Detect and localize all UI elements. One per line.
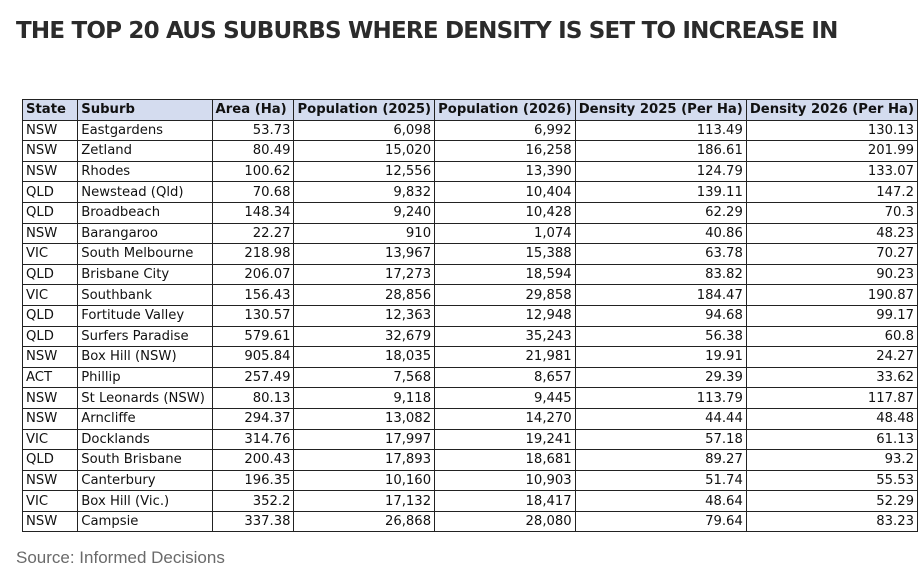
table-row	[23, 202, 918, 223]
cell-state: QLD	[23, 305, 78, 326]
cell-population-2026: 18,417	[435, 491, 576, 512]
cell-suburb: Newstead (Qld)	[78, 182, 212, 203]
table-row	[23, 326, 918, 347]
cell-population-2026: 10,903	[435, 470, 576, 491]
cell-state: QLD	[23, 450, 78, 471]
cell-population-2026: 6,992	[435, 120, 576, 141]
table-row	[23, 388, 918, 409]
cell-area: 148.34	[212, 202, 294, 223]
cell-density-2025: 94.68	[575, 305, 746, 326]
cell-state: NSW	[23, 120, 78, 141]
cell-population-2026: 14,270	[435, 408, 576, 429]
cell-density-2026: 201.99	[746, 141, 917, 162]
table-row	[23, 511, 918, 532]
cell-suburb: Box Hill (Vic.)	[78, 491, 212, 512]
cell-suburb: Arncliffe	[78, 408, 212, 429]
page-title: THE TOP 20 AUS SUBURBS WHERE DENSITY IS SET TO INCREASE IN	[16, 18, 838, 44]
table-row	[23, 120, 918, 141]
cell-population-2025: 17,893	[294, 450, 435, 471]
cell-population-2026: 16,258	[435, 141, 576, 162]
cell-density-2025: 51.74	[575, 470, 746, 491]
table-row	[23, 367, 918, 388]
cell-density-2025: 48.64	[575, 491, 746, 512]
cell-population-2026: 9,445	[435, 388, 576, 409]
cell-density-2026: 99.17	[746, 305, 917, 326]
cell-population-2026: 1,074	[435, 223, 576, 244]
cell-state: NSW	[23, 470, 78, 491]
cell-population-2026: 13,390	[435, 161, 576, 182]
cell-area: 200.43	[212, 450, 294, 471]
cell-density-2025: 62.29	[575, 202, 746, 223]
cell-suburb: Canterbury	[78, 470, 212, 491]
cell-area: 337.38	[212, 511, 294, 532]
cell-area: 579.61	[212, 326, 294, 347]
cell-density-2026: 55.53	[746, 470, 917, 491]
cell-area: 80.13	[212, 388, 294, 409]
cell-population-2025: 10,160	[294, 470, 435, 491]
cell-suburb: South Melbourne	[78, 244, 212, 265]
cell-density-2025: 184.47	[575, 285, 746, 306]
cell-density-2025: 63.78	[575, 244, 746, 265]
table-body	[23, 120, 918, 532]
cell-suburb: Southbank	[78, 285, 212, 306]
cell-population-2026: 12,948	[435, 305, 576, 326]
cell-population-2025: 28,856	[294, 285, 435, 306]
cell-state: NSW	[23, 388, 78, 409]
cell-density-2026: 61.13	[746, 429, 917, 450]
cell-density-2026: 70.3	[746, 202, 917, 223]
cell-population-2025: 17,132	[294, 491, 435, 512]
cell-population-2026: 8,657	[435, 367, 576, 388]
cell-population-2025: 17,997	[294, 429, 435, 450]
cell-density-2025: 83.82	[575, 264, 746, 285]
cell-density-2025: 56.38	[575, 326, 746, 347]
cell-suburb: Surfers Paradise	[78, 326, 212, 347]
cell-density-2025: 19.91	[575, 347, 746, 368]
cell-state: NSW	[23, 347, 78, 368]
cell-state: VIC	[23, 285, 78, 306]
density-table	[22, 99, 918, 532]
cell-area: 156.43	[212, 285, 294, 306]
cell-area: 206.07	[212, 264, 294, 285]
table-row	[23, 305, 918, 326]
cell-suburb: Zetland	[78, 141, 212, 162]
cell-state: NSW	[23, 161, 78, 182]
cell-density-2025: 40.86	[575, 223, 746, 244]
cell-suburb: Rhodes	[78, 161, 212, 182]
cell-suburb: Fortitude Valley	[78, 305, 212, 326]
source-caption: Source: Informed Decisions	[16, 548, 225, 567]
cell-state: ACT	[23, 367, 78, 388]
cell-density-2026: 83.23	[746, 511, 917, 532]
cell-population-2025: 9,832	[294, 182, 435, 203]
cell-density-2026: 48.23	[746, 223, 917, 244]
cell-area: 218.98	[212, 244, 294, 265]
header-density-2026: Density 2026 (Per Ha)	[746, 100, 917, 121]
table-row	[23, 264, 918, 285]
cell-population-2025: 12,363	[294, 305, 435, 326]
cell-suburb: Box Hill (NSW)	[78, 347, 212, 368]
cell-population-2026: 18,594	[435, 264, 576, 285]
cell-density-2025: 29.39	[575, 367, 746, 388]
cell-population-2026: 29,858	[435, 285, 576, 306]
header-state: State	[23, 100, 78, 121]
cell-suburb: Docklands	[78, 429, 212, 450]
cell-area: 294.37	[212, 408, 294, 429]
cell-area: 80.49	[212, 141, 294, 162]
cell-suburb: South Brisbane	[78, 450, 212, 471]
table-row	[23, 450, 918, 471]
cell-population-2026: 15,388	[435, 244, 576, 265]
cell-population-2025: 13,082	[294, 408, 435, 429]
cell-density-2026: 117.87	[746, 388, 917, 409]
table-row	[23, 161, 918, 182]
cell-population-2026: 10,404	[435, 182, 576, 203]
cell-population-2025: 6,098	[294, 120, 435, 141]
cell-population-2026: 10,428	[435, 202, 576, 223]
table-header-row	[23, 100, 918, 121]
cell-density-2026: 52.29	[746, 491, 917, 512]
cell-suburb: Campsie	[78, 511, 212, 532]
cell-density-2026: 24.27	[746, 347, 917, 368]
cell-state: QLD	[23, 264, 78, 285]
table-row	[23, 491, 918, 512]
cell-population-2025: 12,556	[294, 161, 435, 182]
cell-population-2025: 26,868	[294, 511, 435, 532]
cell-population-2025: 9,240	[294, 202, 435, 223]
table-row	[23, 347, 918, 368]
table-row	[23, 182, 918, 203]
cell-density-2025: 124.79	[575, 161, 746, 182]
cell-suburb: Barangaroo	[78, 223, 212, 244]
cell-state: VIC	[23, 429, 78, 450]
cell-density-2026: 48.48	[746, 408, 917, 429]
cell-density-2025: 186.61	[575, 141, 746, 162]
cell-area: 314.76	[212, 429, 294, 450]
cell-state: VIC	[23, 491, 78, 512]
header-area: Area (Ha)	[212, 100, 294, 121]
cell-population-2025: 18,035	[294, 347, 435, 368]
cell-density-2025: 57.18	[575, 429, 746, 450]
cell-density-2026: 130.13	[746, 120, 917, 141]
cell-area: 352.2	[212, 491, 294, 512]
cell-area: 130.57	[212, 305, 294, 326]
cell-density-2026: 93.2	[746, 450, 917, 471]
cell-density-2025: 89.27	[575, 450, 746, 471]
cell-population-2025: 32,679	[294, 326, 435, 347]
cell-density-2026: 190.87	[746, 285, 917, 306]
cell-area: 196.35	[212, 470, 294, 491]
cell-state: NSW	[23, 141, 78, 162]
cell-state: NSW	[23, 223, 78, 244]
cell-density-2026: 60.8	[746, 326, 917, 347]
cell-state: NSW	[23, 408, 78, 429]
cell-density-2025: 79.64	[575, 511, 746, 532]
cell-population-2026: 21,981	[435, 347, 576, 368]
cell-area: 53.73	[212, 120, 294, 141]
header-suburb: Suburb	[78, 100, 212, 121]
cell-population-2026: 18,681	[435, 450, 576, 471]
header-population-2025: Population (2025)	[294, 100, 435, 121]
cell-area: 100.62	[212, 161, 294, 182]
cell-suburb: St Leonards (NSW)	[78, 388, 212, 409]
cell-population-2025: 13,967	[294, 244, 435, 265]
cell-population-2026: 19,241	[435, 429, 576, 450]
cell-density-2025: 113.79	[575, 388, 746, 409]
cell-density-2025: 139.11	[575, 182, 746, 203]
cell-suburb: Broadbeach	[78, 202, 212, 223]
cell-state: QLD	[23, 202, 78, 223]
cell-density-2025: 113.49	[575, 120, 746, 141]
cell-area: 22.27	[212, 223, 294, 244]
header-density-2025: Density 2025 (Per Ha)	[575, 100, 746, 121]
cell-population-2025: 17,273	[294, 264, 435, 285]
cell-density-2026: 147.2	[746, 182, 917, 203]
cell-density-2026: 90.23	[746, 264, 917, 285]
table-row	[23, 244, 918, 265]
cell-suburb: Eastgardens	[78, 120, 212, 141]
table-row	[23, 223, 918, 244]
cell-suburb: Brisbane City	[78, 264, 212, 285]
cell-density-2026: 70.27	[746, 244, 917, 265]
cell-state: QLD	[23, 182, 78, 203]
table-row	[23, 141, 918, 162]
cell-population-2025: 7,568	[294, 367, 435, 388]
cell-state: NSW	[23, 511, 78, 532]
cell-density-2026: 133.07	[746, 161, 917, 182]
header-population-2026: Population (2026)	[435, 100, 576, 121]
cell-suburb: Phillip	[78, 367, 212, 388]
table-row	[23, 408, 918, 429]
table-row	[23, 285, 918, 306]
cell-population-2026: 35,243	[435, 326, 576, 347]
cell-state: VIC	[23, 244, 78, 265]
cell-density-2025: 44.44	[575, 408, 746, 429]
table-row	[23, 470, 918, 491]
cell-population-2025: 15,020	[294, 141, 435, 162]
cell-density-2026: 33.62	[746, 367, 917, 388]
cell-area: 905.84	[212, 347, 294, 368]
cell-area: 257.49	[212, 367, 294, 388]
table-row	[23, 429, 918, 450]
cell-population-2026: 28,080	[435, 511, 576, 532]
cell-state: QLD	[23, 326, 78, 347]
cell-population-2025: 9,118	[294, 388, 435, 409]
cell-area: 70.68	[212, 182, 294, 203]
cell-population-2025: 910	[294, 223, 435, 244]
